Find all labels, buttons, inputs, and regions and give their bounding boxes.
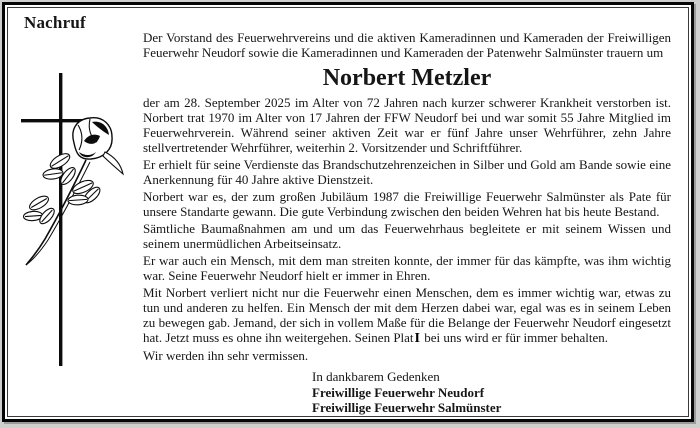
body-paragraph: der am 28. September 2025 im Alter von 72 Jahren nach kurzer schwerer Krankheit verstorben ist. Norbert trat 1970 im Alter von 17 Jahren der FFW Neudorf bei und war somit 55 Jahre Mitglied im Feuerwehrverein. Während seiner aktiven Zeit war er fünf Jahre unser Wehrführer, zehn Jahre stellvertretender Wehrführer, weiterhin 2. Vorsitzender und Schriftführer. [143, 95, 671, 155]
rose-bloom [73, 118, 123, 174]
notice-inner-border [7, 7, 689, 417]
paragraph-text-after-cursor: bei uns wird er für immer behalten. [421, 330, 608, 345]
body-paragraph: Norbert war es, der zum großen Jubiläum 1987 die Freiwillige Feuerwehr Salmünster als Pate für unsere Standarte gewann. Die gute Verbindung zwischen den beiden Wehren hat bis heute Bestand. [143, 189, 671, 219]
paragraph-text-before-cursor: Mit Norbert verliert nicht nur die Feuerwehr einen Menschen, dem es immer wichtig war, etwas zu tun und anderen zu helfen. Ein Mensch der mit dem Herzen dabei war, egal was es in seinem Leben zu bewegen gab. Jemand, der sich in vollem Maße für die Belange der Feuerwehr Neudorf eingesetzt hat. Jetzt muss es ohne ihn weitergehen. Seinen Plat [143, 285, 671, 345]
farewell-line: Wir werden ihn sehr vermissen. [143, 348, 309, 363]
organization-name: Freiwillige Feuerwehr Salmünster [312, 400, 502, 415]
obituary-text-column [143, 30, 671, 416]
organization-name: Freiwillige Feuerwehr Neudorf [312, 384, 485, 400]
notice-label: Nachruf [24, 13, 86, 32]
body-paragraph: Er war auch ein Mensch, mit dem man streiten konnte, der immer für das kämpfte, was ihm wichtig war. Seine Feuerwehr Neudorf hielt er immer in Ehren. [143, 253, 671, 283]
text-cursor-ibeam-icon: I [414, 331, 420, 346]
body-paragraph-with-cursor [143, 285, 671, 346]
closing-block [312, 369, 671, 416]
intro-paragraph: Der Vorstand des Feuerwehrvereins und die aktiven Kameradinnen und Kameraden der Freiwilligen Feuerwehr Neudorf sowie die Kameradinnen und Kameraden der Patenwehr Salmünster trauern um [143, 30, 671, 60]
notice-outer-border [2, 2, 694, 422]
body-paragraph: Er erhielt für seine Verdienste das Brandschutzehrenzeichen in Silber und Gold am Bande sowie eine Anerkennung für 40 Jahre aktive Dienstzeit. [143, 157, 671, 187]
cross-rose-illustration [20, 63, 132, 377]
dedication-line: In dankbarem Gedenken [312, 369, 440, 384]
body-paragraph: Sämtliche Baumaßnahmen am und um das Feuerwehrhaus begleitete er mit seinem Wissen und seinem unermüdlichen Arbeitseinsatz. [143, 221, 671, 251]
deceased-name: Norbert Metzler [322, 65, 492, 91]
